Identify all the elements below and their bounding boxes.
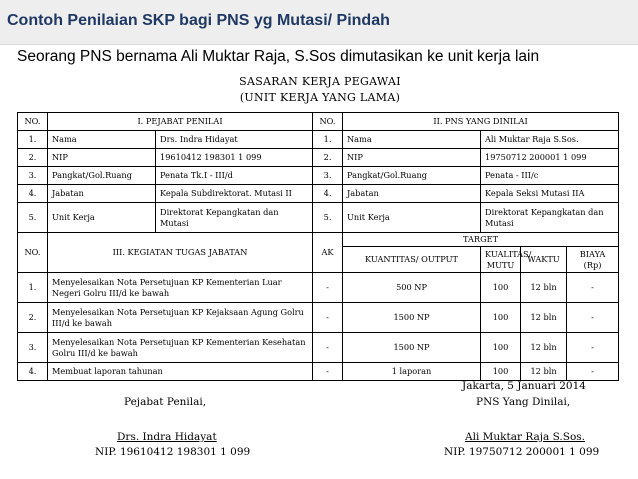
- task-head-kegiatan: III. KEGIATAN TUGAS JABATAN: [48, 233, 313, 273]
- signature-place-date: Jakarta, 5 Januari 2014: [462, 380, 586, 392]
- row-value-2: Direktorat Kepangkatan dan Mutasi: [481, 203, 619, 233]
- task-kualitas: 100: [481, 273, 521, 303]
- row-label: Nama: [48, 131, 156, 149]
- row-no: 4.: [18, 185, 48, 203]
- row-label: Jabatan: [48, 185, 156, 203]
- task-head-ak: AK: [313, 233, 343, 273]
- task-head-target: TARGET: [343, 233, 619, 247]
- task-kuantitas: 1 laporan: [343, 363, 481, 381]
- task-head-kualitas: KUALITAS/ MUTU: [481, 247, 521, 273]
- row-label: Pangkat/Gol.Ruang: [48, 167, 156, 185]
- task-row: [18, 303, 619, 333]
- task-biaya: -: [567, 303, 619, 333]
- task-kegiatan: Menyelesaikan Nota Persetujuan KP Kejaksaan Agung Golru III/d ke bawah: [48, 303, 313, 333]
- row-value: Kepala Subdirektorat. Mutasi II: [156, 185, 313, 203]
- task-ak: -: [313, 273, 343, 303]
- task-head-kuantitas: KUANTITAS/ OUTPUT: [343, 247, 481, 273]
- row-label: Unit Kerja: [48, 203, 156, 233]
- row-label-2: NIP: [343, 149, 481, 167]
- task-ak: -: [313, 333, 343, 363]
- row-no: 5.: [18, 203, 48, 233]
- table-row: [18, 149, 619, 167]
- head-pns-dinilai: II. PNS YANG DINILAI: [343, 113, 619, 131]
- task-waktu: 12 bln: [521, 333, 567, 363]
- row-no: 1.: [18, 131, 48, 149]
- task-waktu: 12 bln: [521, 303, 567, 333]
- row-label-2: Nama: [343, 131, 481, 149]
- task-row: [18, 363, 619, 381]
- row-value: Penata Tk.I - III/d: [156, 167, 313, 185]
- slide-title-bar: [0, 0, 638, 45]
- table-head-row: [18, 113, 619, 131]
- task-waktu: 12 bln: [521, 273, 567, 303]
- sheet-title: SASARAN KERJA PEGAWAI: [239, 75, 401, 88]
- task-biaya: -: [567, 273, 619, 303]
- task-row: [18, 333, 619, 363]
- signature-left-title: Pejabat Penilai,: [124, 396, 207, 408]
- task-kualitas: 100: [481, 303, 521, 333]
- task-kegiatan: Membuat laporan tahunan: [48, 363, 313, 381]
- table-row: [18, 185, 619, 203]
- signature-right-name: Ali Muktar Raja S.Sos.: [465, 431, 586, 443]
- task-no: 4.: [18, 363, 48, 381]
- task-biaya: -: [567, 363, 619, 381]
- task-no: 3.: [18, 333, 48, 363]
- task-kuantitas: 1500 NP: [343, 303, 481, 333]
- slide-subtitle: Seorang PNS bernama Ali Muktar Raja, S.Sos dimutasikan ke unit kerja lain: [17, 48, 540, 65]
- row-label-2: Jabatan: [343, 185, 481, 203]
- task-no: 1.: [18, 273, 48, 303]
- row-value: Direktorat Kepangkatan dan Mutasi: [156, 203, 313, 233]
- row-label-2: Pangkat/Gol.Ruang: [343, 167, 481, 185]
- row-no-2: 3.: [313, 167, 343, 185]
- task-head-waktu: WAKTU: [521, 247, 567, 273]
- task-head-no: NO.: [18, 233, 48, 273]
- task-row: [18, 273, 619, 303]
- table-row: [18, 203, 619, 233]
- task-kegiatan: Menyelesaikan Nota Persetujuan KP Kementerian Kesehatan Golru III/d ke bawah: [48, 333, 313, 363]
- signature-left-name: Drs. Indra Hidayat: [117, 431, 217, 443]
- task-biaya: -: [567, 333, 619, 363]
- task-no: 2.: [18, 303, 48, 333]
- slide-title: Contoh Penilaian SKP bagi PNS yg Mutasi/ Pindah: [7, 12, 390, 29]
- row-no: 3.: [18, 167, 48, 185]
- row-label-2: Unit Kerja: [343, 203, 481, 233]
- row-no: 2.: [18, 149, 48, 167]
- row-no-2: 5.: [313, 203, 343, 233]
- task-waktu: 12 bln: [521, 363, 567, 381]
- task-kuantitas: 500 NP: [343, 273, 481, 303]
- signature-left-nip: NIP. 19610412 198301 1 099: [95, 446, 251, 458]
- row-value-2: Kepala Seksi Mutasi IIA: [481, 185, 619, 203]
- signature-right-nip: NIP. 19750712 200001 1 099: [444, 446, 600, 458]
- row-label: NIP: [48, 149, 156, 167]
- row-value: 19610412 198301 1 099: [156, 149, 313, 167]
- task-kuantitas: 1500 NP: [343, 333, 481, 363]
- head-no-2: NO.: [313, 113, 343, 131]
- signature-right-title: PNS Yang Dinilai,: [476, 396, 571, 408]
- task-head-biaya: BIAYA (Rp): [567, 247, 619, 273]
- task-kegiatan: Menyelesaikan Nota Persetujuan KP Kementerian Luar Negeri Golru III/d ke bawah: [48, 273, 313, 303]
- table-row: [18, 131, 619, 149]
- task-head-row: [18, 233, 619, 247]
- row-value: Drs. Indra Hidayat: [156, 131, 313, 149]
- head-no: NO.: [18, 113, 48, 131]
- row-value-2: Ali Muktar Raja S.Sos.: [481, 131, 619, 149]
- task-kualitas: 100: [481, 333, 521, 363]
- task-ak: -: [313, 363, 343, 381]
- task-kualitas: 100: [481, 363, 521, 381]
- row-no-2: 1.: [313, 131, 343, 149]
- head-pejabat-penilai: I. PEJABAT PENILAI: [48, 113, 313, 131]
- table-row: [18, 167, 619, 185]
- skp-table: [17, 112, 619, 381]
- task-ak: -: [313, 303, 343, 333]
- sheet-subtitle: (UNIT KERJA YANG LAMA): [239, 91, 401, 104]
- row-no-2: 4.: [313, 185, 343, 203]
- row-value-2: 19750712 200001 1 099: [481, 149, 619, 167]
- row-value-2: Penata - III/c: [481, 167, 619, 185]
- row-no-2: 2.: [313, 149, 343, 167]
